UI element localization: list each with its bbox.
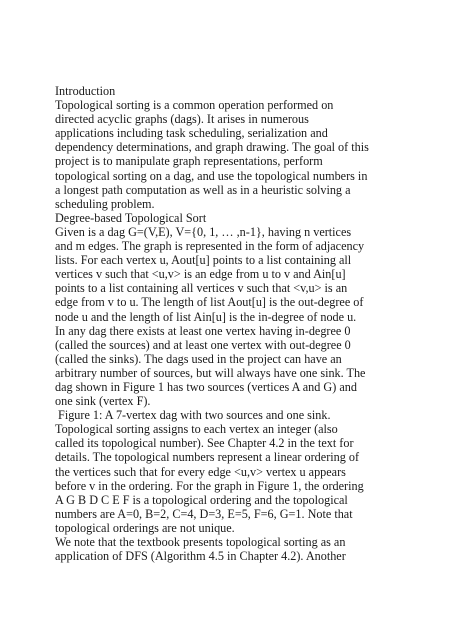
paragraph-line: numbers are A=0, B=2, C=4, D=3, E=5, F=6, G=1. Note that <box>55 506 353 521</box>
paragraph-line: (called the sources) and at least one vertex with out-degree 0 <box>55 337 351 352</box>
paragraph-line: Given is a dag G=(V,E), V={0, 1, … ,n-1}, having n vertices <box>55 224 352 239</box>
paragraph-line: Topological sorting is a common operation performed on <box>55 98 334 113</box>
paragraph-line: and m edges. The graph is represented in the form of adjacency <box>55 239 365 254</box>
paragraph-line: directed acyclic graphs (dags). It arises in numerous <box>55 112 309 127</box>
paragraph-line: topological sorting on a dag, and use the topological numbers in <box>55 168 368 183</box>
paragraph-line: dependency determinations, and graph drawing. The goal of this <box>55 140 369 155</box>
paragraph-line: dag shown in Figure 1 has two sources (vertices A and G) and <box>55 379 357 394</box>
paragraph-line: before v in the ordering. For the graph in Figure 1, the ordering <box>55 478 364 493</box>
paragraph-line: node u and the length of list Ain[u] is the in-degree of node u. <box>55 309 357 324</box>
paragraph-line: scheduling problem. <box>55 196 155 211</box>
paragraph-line: the vertices such that for every edge <u,v> vertex u appears <box>55 464 346 479</box>
paragraph-line: arbitrary number of sources, but will always have one sink. The <box>55 365 366 380</box>
paragraph-line: details. The topological numbers represent a linear ordering of <box>55 450 360 465</box>
paragraph-line: (called the sinks). The dags used in the project can have an <box>55 351 342 366</box>
paragraph-line: lists. For each vertex u, Aout[u] points to a list containing all <box>55 253 352 268</box>
paragraph-line: topological orderings are not unique. <box>55 520 235 535</box>
document-page <box>55 84 400 563</box>
paragraph-line: A G B D C E F is a topological ordering and the topological <box>55 492 348 507</box>
paragraph-line: applications including task scheduling, serialization and <box>55 126 328 141</box>
paragraph-line: a longest path computation as well as in a heuristic solving a <box>55 182 351 197</box>
paragraph-line: called its topological number). See Chapter 4.2 in the text for <box>55 436 354 451</box>
paragraph-line: Topological sorting assigns to each vertex an integer (also <box>55 422 338 437</box>
paragraph-line: project is to manipulate graph representations, perform <box>55 154 323 169</box>
section-heading-degree-based-sort: Degree-based Topological Sort <box>55 210 207 225</box>
paragraph-line: application of DFS (Algorithm 4.5 in Chapter 4.2). Another <box>55 549 346 564</box>
paragraph-line: one sink (vertex F). <box>55 394 151 409</box>
section-heading-introduction: Introduction <box>55 84 116 98</box>
paragraph-line: We note that the textbook presents topological sorting as an <box>55 535 346 549</box>
figure-caption: Figure 1: A 7-vertex dag with two sources and one sink. <box>55 408 331 423</box>
paragraph-line: points to a list containing all vertices v such that <v,u> is an <box>55 281 348 296</box>
paragraph-line: vertices v such that <u,v> is an edge from u to v and Ain[u] <box>55 267 346 282</box>
paragraph-line: edge from v to u. The length of list Aout[u] is the out-degree of <box>55 295 364 310</box>
paragraph-line: In any dag there exists at least one vertex having in-degree 0 <box>55 323 351 338</box>
